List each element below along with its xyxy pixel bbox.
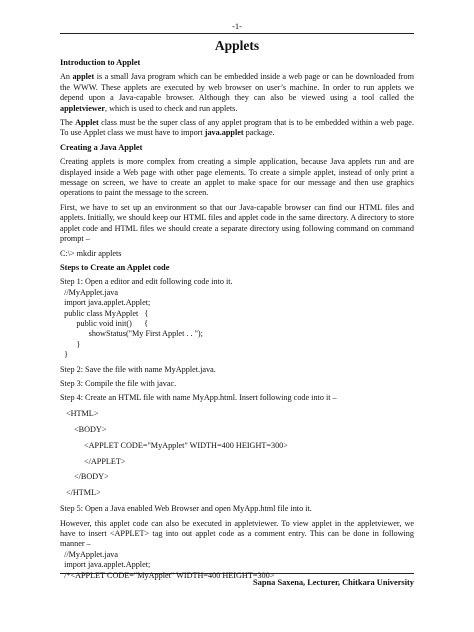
- code-line: import java.applet.Applet;: [60, 298, 151, 308]
- bold-term: Applet: [75, 118, 99, 128]
- code-line: public void init() {: [60, 318, 149, 328]
- intro-heading: Introduction to Applet: [60, 58, 141, 67]
- code-line: /*<APPLET CODE="MyApplet" WIDTH=400 HEIGHT=300>: [60, 570, 275, 580]
- bold-term: appletviewer: [60, 103, 106, 113]
- text-span: , which is used to check and run applets.: [105, 103, 238, 113]
- code-line: //MyApplet.java: [60, 287, 118, 297]
- page-number: -1-: [232, 21, 242, 31]
- mkdir-command: C:\> mkdir applets: [60, 248, 122, 258]
- code-line: </HTML>: [66, 488, 101, 498]
- intro-paragraph-1: [60, 72, 414, 114]
- code-line: </BODY>: [74, 472, 109, 482]
- text-span: is a small Java program which can be embedded inside a web page or can be downloaded from the WWW. These applets are executed by web browser on user’s machine. In order to run applets we depend upon a Java-capable browser. Although they can also be viewed using a tool called the: [60, 72, 414, 103]
- bold-term: java.applet: [204, 128, 244, 138]
- step-3: Step 3: Compile the file with javac.: [60, 378, 177, 388]
- text-span: package.: [243, 128, 275, 138]
- text-span: An: [60, 72, 73, 82]
- footer-rule: [60, 573, 414, 574]
- java-code-block: [60, 288, 414, 361]
- step-2: Step 2: Save the file with name MyApplet.java.: [60, 364, 216, 374]
- html-code-block: [60, 409, 414, 499]
- code-line: import java.applet.Applet;: [60, 560, 151, 570]
- creating-paragraph-2: First, we have to set up an environment so that our Java-capable browser can find our HTML files and applets. Initially, we should keep our HTML files and applet code in the same directory. A directory to store applet code and HTML files we should create a separate directory using following command on command prompt –: [60, 202, 414, 244]
- step-4: Step 4: Create an HTML file with name MyApp.html. Insert following code into it –: [60, 393, 337, 403]
- document-body: [60, 58, 414, 581]
- page-title: Applets: [214, 38, 260, 53]
- appletviewer-paragraph: However, this applet code can also be executed in appletviewer. To view applet in the appletviewer, we have to insert <APPLET> tag into out applet code as a comment entry. This can be done in following manner –: [60, 518, 414, 549]
- creating-paragraph-1: Creating applets is more complex from creating a simple application, because Java applets run and are displayed inside a Web page with other page elements. To create a simple applet, instead of only print a message on screen, we have to create an applet to make space for our message and then use graphics operations to paint the message to the screen.: [60, 157, 414, 198]
- code-line: }: [60, 339, 81, 349]
- step-5: Step 5: Open a Java enabled Web Browser and open MyApp.html file into it.: [60, 504, 312, 514]
- bold-term: applet: [72, 72, 95, 82]
- code-line: <APPLET CODE="MyApplet" WIDTH=400 HEIGHT=300>: [84, 440, 288, 450]
- creating-heading: Creating a Java Applet: [60, 142, 143, 152]
- code-line: </APPLET>: [84, 456, 126, 466]
- steps-heading: Steps to Create an Applet code: [60, 262, 170, 272]
- code-line: <HTML>: [66, 408, 99, 418]
- code-line: public class MyApplet {: [60, 308, 149, 318]
- text-span: class must be the super class of any applet program that is to be embedded within a web page. To use Applet class we must have to import: [60, 118, 414, 138]
- code-line: }: [60, 350, 69, 360]
- code-line: showStatus("My First Applet . . ");: [60, 329, 203, 339]
- text-span: The: [60, 118, 76, 128]
- intro-paragraph-2: [60, 118, 414, 139]
- code-line: //MyApplet.java: [60, 549, 118, 559]
- code-line: <BODY>: [74, 424, 107, 434]
- header-rule: [60, 33, 414, 34]
- step-1: Step 1: Open a editor and edit following code into it.: [60, 277, 233, 287]
- footer-author: Sapna Saxena, Lecturer, Chitkara University: [253, 578, 414, 587]
- comment-code-block: [60, 550, 414, 581]
